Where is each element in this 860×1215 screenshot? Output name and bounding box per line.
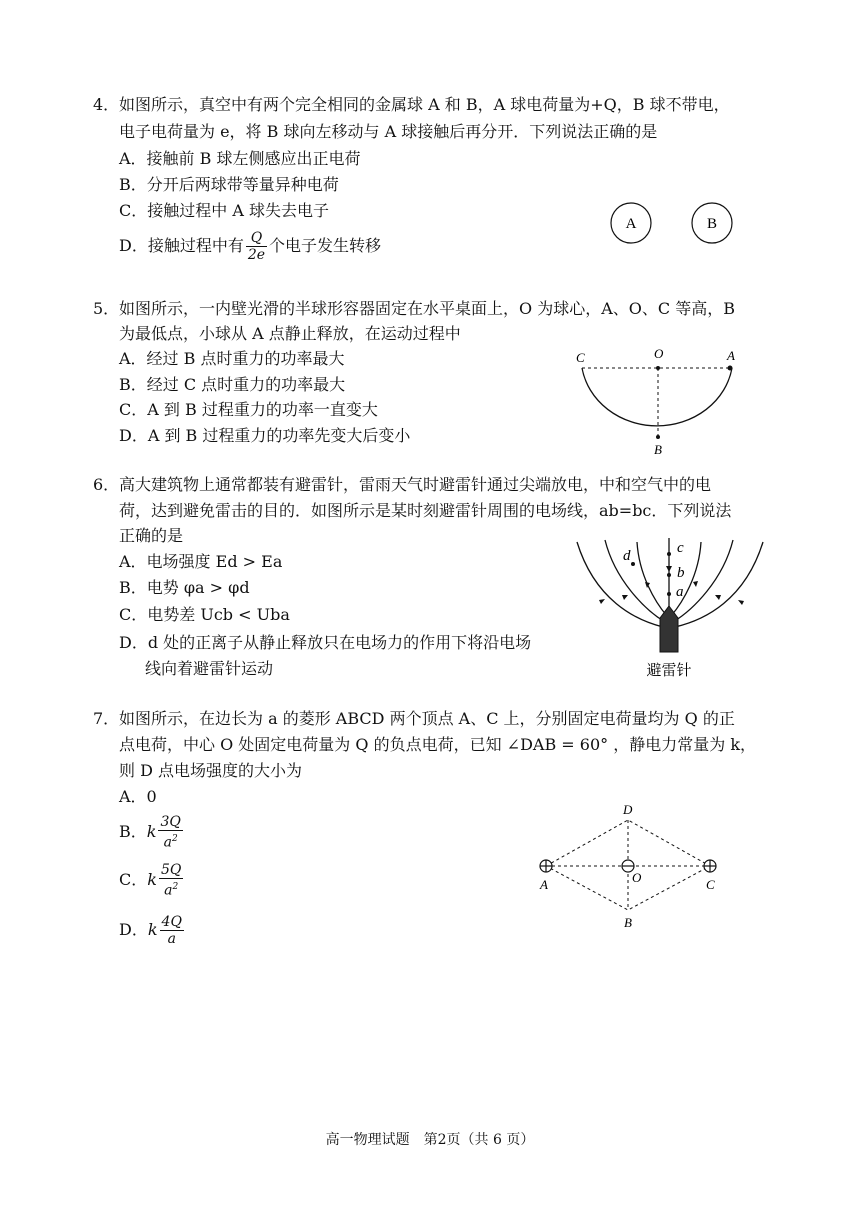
q7-figure-rhombus [530, 798, 730, 932]
point-b [667, 573, 671, 577]
q4-option-d-suffix: 个电子发生转移 [269, 236, 382, 255]
hemisphere-arc [582, 368, 732, 426]
point-a [728, 366, 733, 371]
q4-figure-spheres [600, 200, 740, 248]
q6-stem-line3: 正确的是 [119, 526, 184, 545]
q6-stem-line1: 高大建筑物上通常都装有避雷针，雷雨天气时避雷针通过尖端放电，中和空气中的电 [119, 475, 712, 494]
lightning-rod [660, 606, 678, 652]
q7-b-numerator: 3Q [160, 814, 181, 831]
field-line-outer-right [675, 542, 763, 627]
q5-option-a: A．经过 B 点时重力的功率最大 [119, 349, 345, 368]
label-a: A [540, 877, 548, 892]
arrow-7 [738, 600, 744, 605]
q4-stem-line1: 如图所示，真空中有两个完全相同的金属球 A 和 B，A 球电荷量为+Q，B 球不带电， [119, 95, 730, 114]
q5-option-b: B．经过 C 点时重力的功率最大 [119, 375, 346, 394]
q6-number: 6． [93, 475, 120, 494]
point-a [667, 592, 671, 596]
q7-option-c-label: C． [119, 870, 148, 889]
arrow-5 [693, 581, 698, 587]
label-b: B [624, 915, 632, 930]
label-d: D [623, 802, 633, 817]
q6-option-b: B．电势 φa > φd [119, 578, 250, 597]
q6-figure-lightning-rod [575, 530, 775, 690]
q6-stem-line2: 荷，达到避免雷击的目的．如图所示是某时刻避雷针周围的电场线，ab=bc．下列说法 [119, 501, 732, 520]
label-c: c [677, 540, 684, 556]
q7-c-den-a: a [164, 882, 173, 899]
positive-charge-a [540, 860, 552, 872]
q4-frac-denominator: 2e [247, 247, 266, 263]
q7-d-numerator: 4Q [161, 914, 182, 930]
sphere-b-label: B [706, 216, 718, 232]
field-line-outer-left [577, 542, 663, 627]
q7-stem-line2: 点电荷，中心 O 处固定电荷量为 Q 的负点电荷，已知 ∠DAB = 60° ，静电力常量为 k， [119, 735, 757, 754]
label-b: b [677, 565, 685, 581]
arrow-2 [622, 595, 628, 600]
q7-option-b-label: B． [119, 822, 147, 841]
point-d [631, 562, 635, 566]
label-a: A [727, 348, 735, 363]
q7-option-d-k: k [147, 920, 158, 939]
q6-option-d-line2: 线向着避雷针运动 [145, 659, 274, 678]
sphere-a-label: A [625, 216, 637, 232]
q7-stem-line1: 如图所示，在边长为 a 的菱形 ABCD 两个顶点 A、C 上，分别固定电荷量均为 Q 的正 [119, 709, 735, 728]
q4-stem-line2: 电子电荷量为 e，将 B 球向左移动与 A 球接触后再分开．下列说法正确的是 [119, 122, 658, 141]
q4-number: 4． [93, 95, 120, 114]
q6-option-d-line1: D．d 处的正离子从静止释放只在电场力的作用下将沿电场 [119, 633, 532, 652]
label-c: C [576, 350, 585, 365]
q4-option-d-fraction [246, 230, 267, 263]
page-footer: 高一物理试题 第2页（共 6 页） [325, 1132, 535, 1148]
label-o: O [654, 346, 664, 361]
field-line-left [605, 540, 665, 622]
q7-option-b-fraction [158, 814, 182, 851]
q7-option-c-k: k [147, 870, 157, 889]
q5-option-d: D．A 到 B 过程重力的功率先变大后变小 [119, 426, 411, 445]
q7-d-denominator: a [167, 931, 176, 947]
q7-option-b-k: k [146, 822, 157, 841]
label-d: d [623, 548, 631, 564]
positive-charge-c [704, 860, 716, 872]
field-line-inner-right [671, 542, 701, 616]
q7-b-den-exp: 2 [171, 834, 178, 845]
q7-option-d-fraction [160, 914, 184, 947]
field-line-inner-left [637, 542, 667, 616]
q7-option-d [119, 910, 186, 950]
q7-option-c [119, 860, 185, 900]
point-o [656, 366, 660, 370]
q4-option-a: A．接触前 B 球左侧感应出正电荷 [119, 149, 361, 168]
q7-number: 7． [93, 709, 120, 728]
q7-b-denominator [158, 831, 182, 851]
q4-frac-numerator: Q [246, 230, 267, 247]
q4-option-d-prefix: D．接触过程中有 [119, 236, 244, 255]
label-b: B [654, 442, 662, 457]
q5-stem-line2: 为最低点，小球从 A 点静止释放，在运动过程中 [119, 324, 461, 343]
q4-option-b: B．分开后两球带等量异种电荷 [119, 175, 339, 194]
point-b [656, 435, 660, 439]
q7-option-c-fraction [159, 862, 183, 899]
q5-stem-line1: 如图所示，一内壁光滑的半球形容器固定在水平桌面上，O 为球心，A、O、C 等高，B [119, 299, 735, 318]
q7-option-a: A．0 [119, 787, 157, 806]
q5-option-c: C．A 到 B 过程重力的功率一直变大 [119, 400, 378, 419]
q7-b-den-a: a [163, 834, 172, 851]
q7-stem-line3: 则 D 点电场强度的大小为 [119, 761, 303, 780]
rod-caption: 避雷针 [646, 663, 692, 679]
q7-c-numerator: 5Q [160, 862, 182, 879]
arrow-1 [599, 599, 605, 604]
arrow-6 [715, 595, 721, 600]
point-c [667, 552, 671, 556]
q7-c-den-exp: 2 [172, 882, 179, 893]
q6-option-c: C．电势差 Ucb < Uba [119, 605, 290, 624]
arrow-4 [666, 566, 672, 572]
q4-option-c: C．接触过程中 A 球失去电子 [119, 201, 329, 220]
q7-option-b [119, 812, 185, 852]
q7-option-d-label: D． [119, 920, 148, 939]
q5-number: 5． [93, 299, 120, 318]
q7-c-denominator [159, 879, 183, 899]
q6-option-a: A．电场强度 Ed > Ea [119, 552, 283, 571]
q5-figure-hemisphere [570, 342, 750, 458]
label-o: O [632, 870, 642, 885]
q4-option-d [119, 226, 381, 266]
label-a: a [676, 584, 684, 600]
label-c: C [706, 877, 715, 892]
